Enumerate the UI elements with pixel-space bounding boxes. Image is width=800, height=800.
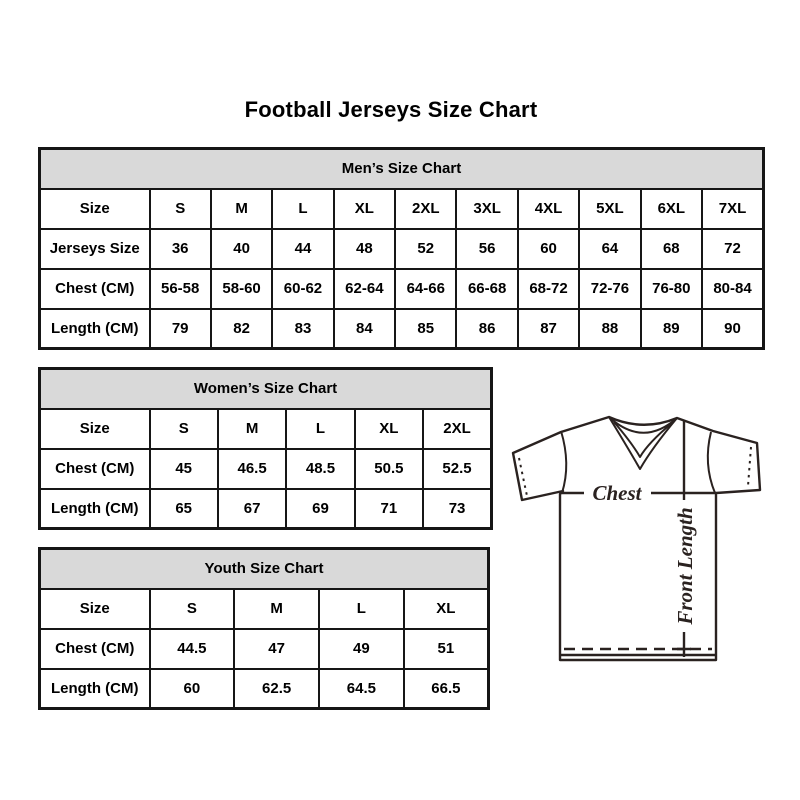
womens-size-table xyxy=(38,367,493,530)
table-row xyxy=(40,489,492,529)
col-header: M xyxy=(218,409,286,449)
col-header: 2XL xyxy=(395,189,456,229)
cell: 60 xyxy=(518,229,579,269)
cell: 80-84 xyxy=(702,269,763,309)
cell: 64-66 xyxy=(395,269,456,309)
mens-size-table xyxy=(38,147,765,350)
cell: 64 xyxy=(579,229,640,269)
row-label: Length (CM) xyxy=(40,489,150,529)
cell: 83 xyxy=(272,309,333,349)
front-length-label: Front Length xyxy=(673,507,697,625)
table-header-row xyxy=(40,189,764,229)
col-header: 4XL xyxy=(518,189,579,229)
cell: 50.5 xyxy=(355,449,423,489)
row-label: Chest (CM) xyxy=(40,629,150,669)
cell: 58-60 xyxy=(211,269,272,309)
row-label: Size xyxy=(40,189,150,229)
cell: 89 xyxy=(641,309,702,349)
row-label: Chest (CM) xyxy=(40,449,150,489)
page-title: Football Jerseys Size Chart xyxy=(244,97,538,122)
mens-table-title: Men’s Size Chart xyxy=(40,149,764,189)
cell: 52 xyxy=(395,229,456,269)
table-row xyxy=(40,669,489,709)
table-title-row xyxy=(40,149,764,189)
cell: 67 xyxy=(218,489,286,529)
row-label: Jerseys Size xyxy=(40,229,150,269)
cell: 85 xyxy=(395,309,456,349)
row-label: Size xyxy=(40,589,150,629)
cell: 68-72 xyxy=(518,269,579,309)
cell: 60-62 xyxy=(272,269,333,309)
cell: 73 xyxy=(423,489,491,529)
table-title-row xyxy=(40,549,489,589)
cell: 84 xyxy=(334,309,395,349)
cell: 72 xyxy=(702,229,763,269)
cell: 82 xyxy=(211,309,272,349)
cell: 66.5 xyxy=(404,669,489,709)
cell: 62-64 xyxy=(334,269,395,309)
cell: 71 xyxy=(355,489,423,529)
col-header: S xyxy=(150,189,211,229)
table-row xyxy=(40,629,489,669)
cell: 56-58 xyxy=(150,269,211,309)
row-label: Length (CM) xyxy=(40,309,150,349)
cell: 56 xyxy=(456,229,517,269)
col-header: XL xyxy=(355,409,423,449)
cell: 64.5 xyxy=(319,669,404,709)
cell: 88 xyxy=(579,309,640,349)
row-label: Size xyxy=(40,409,150,449)
table-row xyxy=(40,309,764,349)
row-label: Length (CM) xyxy=(40,669,150,709)
col-header: L xyxy=(319,589,404,629)
col-header: XL xyxy=(334,189,395,229)
col-header: XL xyxy=(404,589,489,629)
cell: 65 xyxy=(150,489,218,529)
col-header: 2XL xyxy=(423,409,491,449)
womens-table-title: Women’s Size Chart xyxy=(40,369,492,409)
col-header: M xyxy=(234,589,319,629)
cell: 66-68 xyxy=(456,269,517,309)
col-header: S xyxy=(150,409,218,449)
cell: 51 xyxy=(404,629,489,669)
cell: 90 xyxy=(702,309,763,349)
cell: 46.5 xyxy=(218,449,286,489)
col-header: 6XL xyxy=(641,189,702,229)
cell: 40 xyxy=(211,229,272,269)
jersey-measurement-diagram xyxy=(505,396,770,668)
cell: 36 xyxy=(150,229,211,269)
table-row xyxy=(40,449,492,489)
cell: 79 xyxy=(150,309,211,349)
cell: 72-76 xyxy=(579,269,640,309)
row-label: Chest (CM) xyxy=(40,269,150,309)
jersey-outline-icon xyxy=(513,417,760,660)
table-row xyxy=(40,229,764,269)
col-header: M xyxy=(211,189,272,229)
table-row xyxy=(40,269,764,309)
table-title-row xyxy=(40,369,492,409)
cell: 60 xyxy=(150,669,235,709)
youth-size-table xyxy=(38,547,490,710)
table-header-row xyxy=(40,589,489,629)
col-header: L xyxy=(286,409,354,449)
cell: 44.5 xyxy=(150,629,235,669)
cell: 86 xyxy=(456,309,517,349)
cell: 76-80 xyxy=(641,269,702,309)
cell: 62.5 xyxy=(234,669,319,709)
col-header: 7XL xyxy=(702,189,763,229)
cell: 48.5 xyxy=(286,449,354,489)
cell: 87 xyxy=(518,309,579,349)
col-header: 3XL xyxy=(456,189,517,229)
cell: 52.5 xyxy=(423,449,491,489)
cell: 47 xyxy=(234,629,319,669)
cell: 45 xyxy=(150,449,218,489)
youth-table-title: Youth Size Chart xyxy=(40,549,489,589)
col-header: 5XL xyxy=(579,189,640,229)
cell: 68 xyxy=(641,229,702,269)
col-header: S xyxy=(150,589,235,629)
chest-label: Chest xyxy=(592,481,642,505)
cell: 48 xyxy=(334,229,395,269)
table-header-row xyxy=(40,409,492,449)
cell: 44 xyxy=(272,229,333,269)
col-header: L xyxy=(272,189,333,229)
cell: 49 xyxy=(319,629,404,669)
cell: 69 xyxy=(286,489,354,529)
